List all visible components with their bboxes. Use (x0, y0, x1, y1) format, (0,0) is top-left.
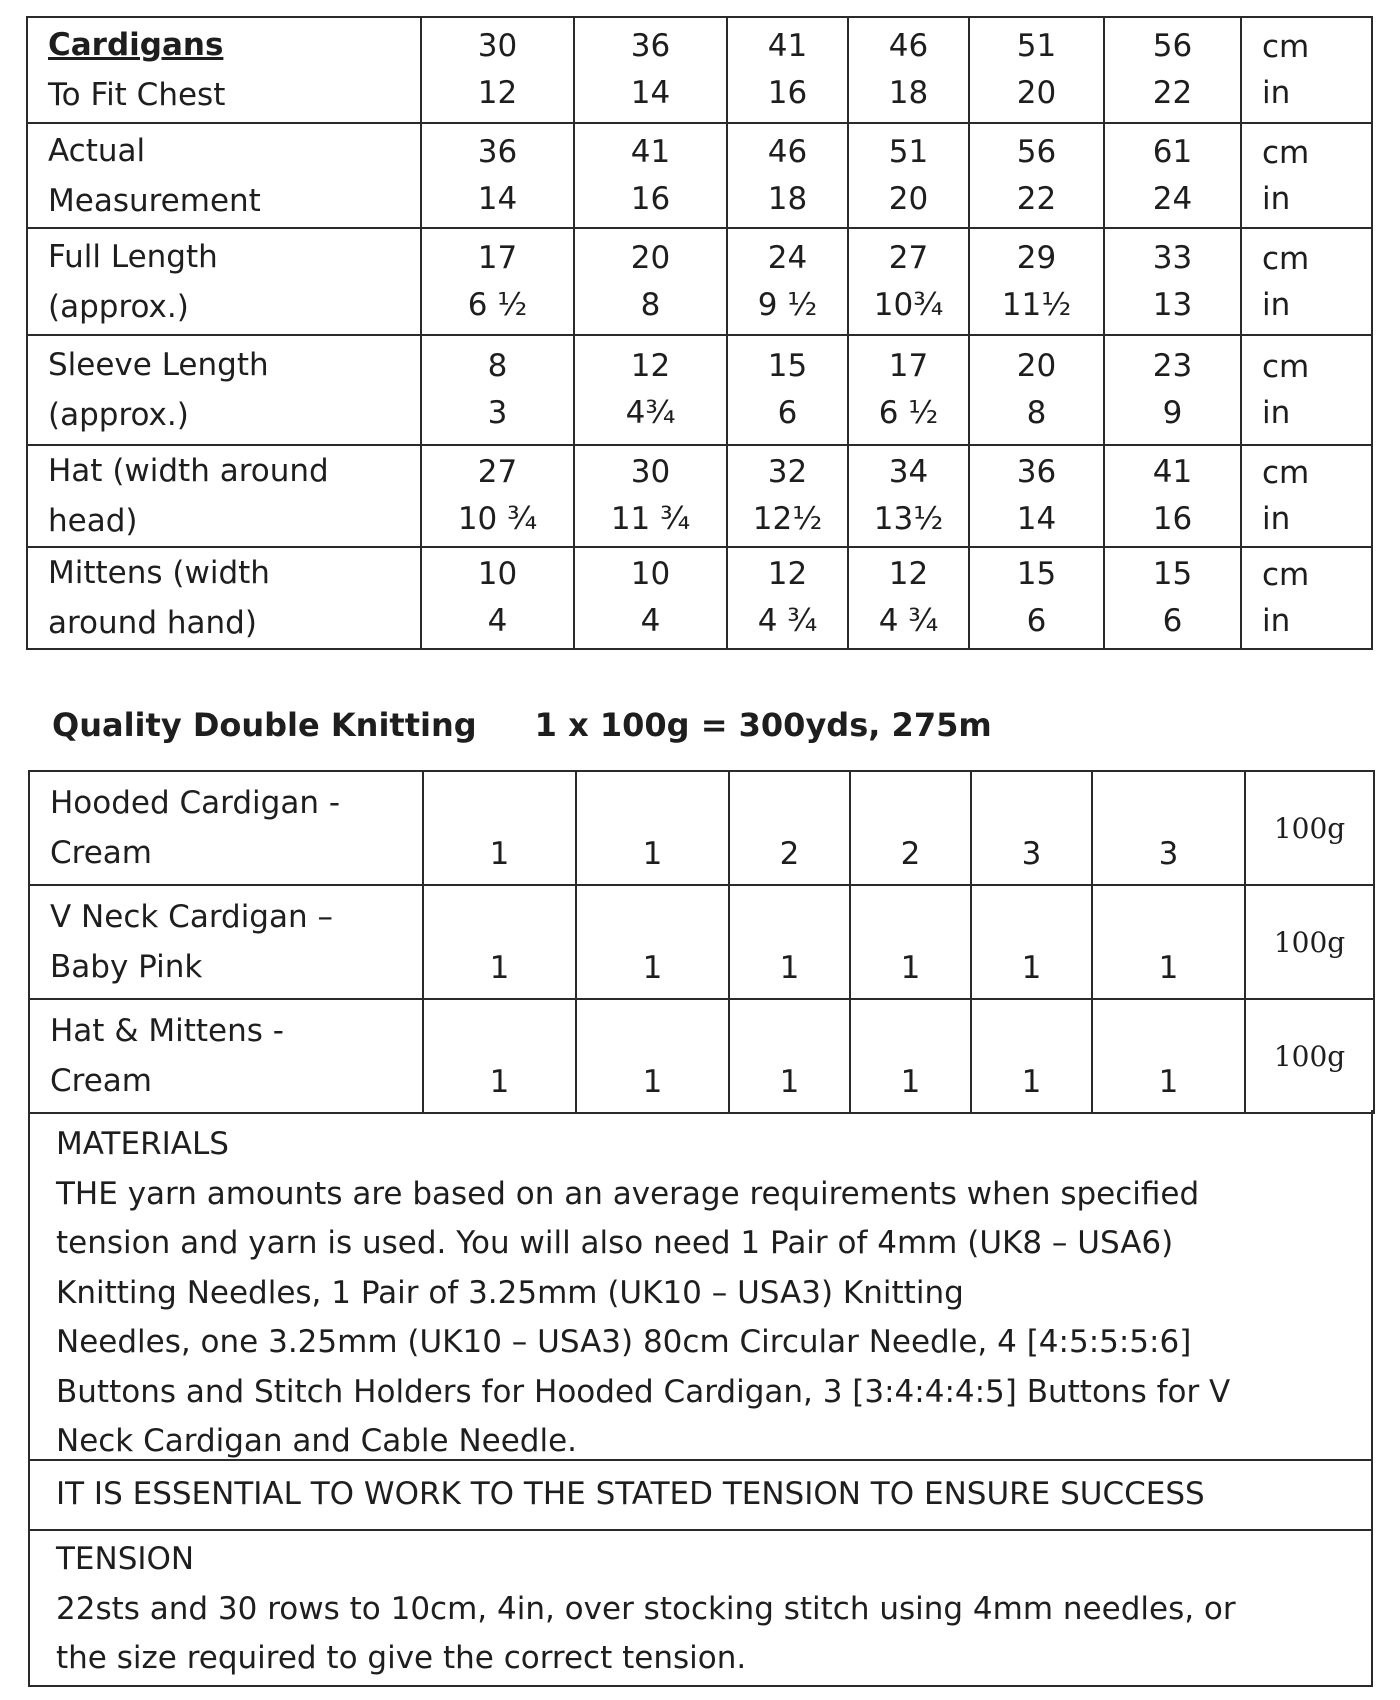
unit-in: in (1262, 501, 1291, 537)
row-label-line: Cardigans (48, 27, 224, 63)
size-table (26, 16, 1373, 650)
in-value: 10 ¾ (457, 501, 538, 537)
cm-value: 29 (1016, 239, 1057, 276)
cm-value: 36 (477, 133, 518, 170)
row-label (27, 17, 421, 123)
in-value: 11½ (1001, 286, 1072, 323)
size-cell (848, 445, 969, 547)
row-label (29, 771, 423, 885)
tension-heading: TENSION (56, 1541, 195, 1577)
ball-weight: 100g (1245, 885, 1374, 999)
ball-count: 1 (423, 999, 576, 1113)
ball-count: 1 (850, 885, 971, 999)
row-label-line: Actual (48, 132, 146, 169)
ball-count: 1 (971, 999, 1092, 1113)
cm-value: 15 (1152, 556, 1193, 592)
materials-line: Needles, one 3.25mm (UK10 – USA3) 80cm Circular Needle, 4 [4:5:5:5:6] (56, 1324, 1192, 1360)
size-cell (1104, 335, 1241, 445)
row-label-line: Hat (width around (48, 453, 329, 489)
in-value: 18 (767, 180, 808, 217)
tension-line: 22sts and 30 rows to 10cm, 4in, over stocking stitch using 4mm needles, or (56, 1590, 1236, 1627)
size-cell (848, 228, 969, 335)
in-value: 6 ½ (878, 395, 939, 431)
cm-value: 41 (630, 133, 671, 170)
row-label-line: V Neck Cardigan – (50, 899, 333, 935)
materials-line: Knitting Needles, 1 Pair of 3.25mm (UK10 – USA3) Knitting (56, 1274, 964, 1311)
row-label-line: Cream (50, 835, 152, 871)
cm-value: 36 (1016, 454, 1057, 490)
cm-value: 41 (1152, 454, 1193, 490)
in-value: 4 (640, 603, 661, 639)
ball-count: 1 (576, 999, 729, 1113)
ball-count: 1 (1092, 885, 1245, 999)
in-value: 6 ½ (467, 286, 528, 323)
unit-cell (1241, 123, 1372, 228)
tension-section (28, 1531, 1373, 1687)
unit-in: in (1262, 603, 1291, 639)
cm-value: 30 (630, 454, 671, 490)
cm-value: 32 (767, 454, 808, 490)
size-cell (727, 123, 848, 228)
size-cell (969, 228, 1104, 335)
size-cell (969, 123, 1104, 228)
row-label-line: Measurement (48, 182, 261, 219)
in-value: 4 (487, 603, 508, 639)
size-cell (727, 228, 848, 335)
row-label (29, 999, 423, 1113)
cm-value: 15 (767, 348, 808, 384)
unit-in: in (1262, 395, 1291, 431)
in-value: 18 (888, 75, 929, 111)
unit-cell (1241, 228, 1372, 335)
size-cell (969, 547, 1104, 649)
cm-value: 20 (1016, 348, 1057, 384)
size-cell (1104, 228, 1241, 335)
materials-heading: MATERIALS (56, 1126, 229, 1162)
size-cell (421, 17, 574, 123)
in-value: 16 (767, 75, 808, 111)
cm-value: 20 (630, 239, 671, 276)
row-label (29, 885, 423, 999)
row-label (27, 547, 421, 649)
table-row (27, 123, 1372, 228)
unit-cm: cm (1262, 29, 1310, 65)
size-cell (969, 445, 1104, 547)
in-value: 16 (630, 180, 671, 217)
cm-value: 10 (630, 556, 671, 592)
in-value: 24 (1152, 180, 1193, 217)
row-label-line: (approx.) (48, 288, 189, 325)
tension-line: the size required to give the correct tension. (56, 1640, 747, 1676)
cm-value: 56 (1016, 133, 1057, 170)
table-row (29, 999, 1374, 1113)
in-value: 20 (888, 180, 929, 217)
ball-count: 1 (729, 885, 850, 999)
cm-value: 17 (477, 239, 518, 276)
in-value: 13½ (873, 501, 944, 537)
in-value: 10¾ (873, 286, 944, 323)
table-row (29, 771, 1374, 885)
ball-count: 2 (850, 771, 971, 885)
in-value: 6 (1026, 603, 1047, 639)
cm-value: 8 (487, 348, 508, 384)
cm-value: 51 (888, 133, 929, 170)
yarn-table (28, 770, 1375, 1114)
ball-count: 2 (729, 771, 850, 885)
ball-count: 1 (971, 885, 1092, 999)
size-cell (969, 335, 1104, 445)
cm-value: 10 (477, 556, 518, 592)
unit-cell (1241, 335, 1372, 445)
cm-value: 30 (477, 28, 518, 64)
cm-value: 27 (888, 239, 929, 276)
in-value: 6 (1162, 603, 1183, 639)
materials-line: Neck Cardigan and Cable Needle. (56, 1423, 578, 1459)
size-cell (1104, 123, 1241, 228)
row-label-line: Hooded Cardigan - (50, 785, 341, 821)
materials-line: THE yarn amounts are based on an average requirements when specified (56, 1175, 1200, 1212)
size-cell (1104, 17, 1241, 123)
unit-cm: cm (1262, 134, 1310, 171)
cm-value: 61 (1152, 133, 1193, 170)
row-label-line: Baby Pink (50, 949, 203, 985)
unit-cm: cm (1262, 455, 1310, 491)
size-cell (574, 123, 727, 228)
ball-count: 3 (971, 771, 1092, 885)
row-label (27, 445, 421, 547)
materials-section (28, 1110, 1373, 1461)
row-label-line: Sleeve Length (48, 347, 269, 383)
table-row (27, 228, 1372, 335)
table-row (27, 547, 1372, 649)
size-cell (421, 335, 574, 445)
ball-count: 1 (423, 885, 576, 999)
in-value: 22 (1016, 180, 1057, 217)
size-cell (574, 228, 727, 335)
unit-cm: cm (1262, 349, 1310, 385)
unit-in: in (1262, 75, 1291, 111)
tension-warning: IT IS ESSENTIAL TO WORK TO THE STATED TENSION TO ENSURE SUCCESS (28, 1461, 1373, 1531)
in-value: 4 ¾ (878, 603, 939, 639)
ball-count: 1 (729, 999, 850, 1113)
in-value: 8 (640, 286, 661, 323)
cm-value: 23 (1152, 348, 1193, 384)
in-value: 9 (1162, 395, 1183, 431)
cm-value: 12 (888, 556, 929, 592)
unit-cell (1241, 17, 1372, 123)
in-value: 9 ½ (757, 286, 818, 323)
size-cell (574, 445, 727, 547)
in-value: 4¾ (625, 395, 676, 431)
row-label-line: Hat & Mittens - (50, 1013, 284, 1049)
size-cell (848, 123, 969, 228)
row-label-line: around hand) (48, 605, 257, 641)
table-row (27, 445, 1372, 547)
in-value: 3 (487, 395, 508, 431)
cm-value: 46 (767, 133, 808, 170)
row-label-line: Full Length (48, 238, 218, 275)
size-cell (969, 17, 1104, 123)
in-value: 4 ¾ (757, 603, 818, 639)
cm-value: 51 (1016, 28, 1057, 64)
cm-value: 36 (630, 28, 671, 64)
unit-cm: cm (1262, 557, 1310, 593)
row-label (27, 228, 421, 335)
table-row (27, 17, 1372, 123)
in-value: 14 (477, 180, 518, 217)
size-cell (727, 547, 848, 649)
in-value: 8 (1026, 395, 1047, 431)
ball-count: 1 (576, 771, 729, 885)
size-cell (727, 17, 848, 123)
ball-count: 1 (576, 885, 729, 999)
in-value: 6 (777, 395, 798, 431)
cm-value: 46 (888, 28, 929, 64)
size-cell (574, 17, 727, 123)
ball-count: 1 (850, 999, 971, 1113)
size-cell (421, 445, 574, 547)
row-label-line: head) (48, 503, 138, 539)
size-cell (727, 445, 848, 547)
cm-value: 33 (1152, 239, 1193, 276)
yarn-quality-line (52, 706, 992, 744)
in-value: 20 (1016, 75, 1057, 111)
size-cell (727, 335, 848, 445)
cm-value: 34 (888, 454, 929, 490)
cm-value: 24 (767, 239, 808, 276)
materials-line: tension and yarn is used. You will also need 1 Pair of 4mm (UK8 – USA6) (56, 1225, 1174, 1261)
unit-cell (1241, 547, 1372, 649)
size-cell (848, 335, 969, 445)
table-row (29, 885, 1374, 999)
cm-value: 41 (767, 28, 808, 64)
unit-cm: cm (1262, 240, 1310, 277)
size-cell (1104, 547, 1241, 649)
unit-cell (1241, 445, 1372, 547)
ball-count: 3 (1092, 771, 1245, 885)
table-row (27, 335, 1372, 445)
in-value: 16 (1152, 501, 1193, 537)
in-value: 12½ (752, 501, 823, 537)
ball-count: 1 (1092, 999, 1245, 1113)
row-label (27, 335, 421, 445)
row-label-line: To Fit Chest (48, 77, 226, 113)
cm-value: 12 (630, 348, 671, 384)
ball-weight: 100g (1245, 771, 1374, 885)
in-value: 13 (1152, 286, 1193, 323)
ball-weight: 100g (1245, 999, 1374, 1113)
size-cell (574, 335, 727, 445)
row-label (27, 123, 421, 228)
size-cell (421, 547, 574, 649)
cm-value: 15 (1016, 556, 1057, 592)
unit-in: in (1262, 286, 1291, 323)
cm-value: 17 (888, 348, 929, 384)
size-cell (1104, 445, 1241, 547)
cm-value: 56 (1152, 28, 1193, 64)
size-cell (574, 547, 727, 649)
row-label-line: Cream (50, 1063, 152, 1099)
in-value: 14 (1016, 501, 1057, 537)
ball-count: 1 (423, 771, 576, 885)
size-cell (421, 228, 574, 335)
in-value: 14 (630, 75, 671, 111)
cm-value: 27 (477, 454, 518, 490)
row-label-line: (approx.) (48, 397, 189, 433)
in-value: 11 ¾ (610, 501, 691, 537)
materials-line: Buttons and Stitch Holders for Hooded Cardigan, 3 [3:4:4:4:5] Buttons for V (56, 1373, 1231, 1410)
row-label-line: Mittens (width (48, 555, 270, 591)
cm-value: 12 (767, 556, 808, 592)
unit-in: in (1262, 180, 1291, 217)
size-cell (848, 547, 969, 649)
yarn-quality-spec: 1 x 100g = 300yds, 275m (534, 706, 992, 744)
yarn-quality-name: Quality Double Knitting (52, 706, 477, 744)
size-cell (421, 123, 574, 228)
size-cell (848, 17, 969, 123)
in-value: 12 (477, 75, 518, 111)
in-value: 22 (1152, 75, 1193, 111)
